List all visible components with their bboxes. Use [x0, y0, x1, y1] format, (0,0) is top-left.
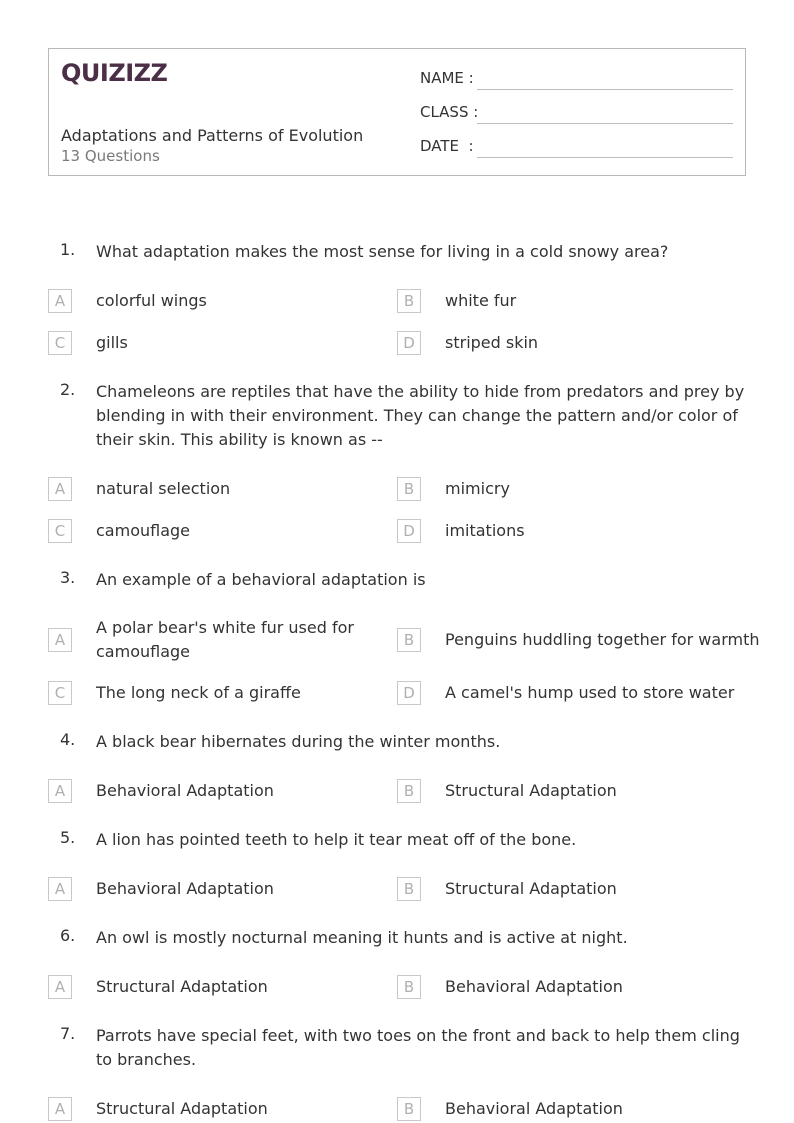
- option-b: [397, 779, 617, 803]
- option-letter: B: [397, 628, 421, 652]
- class-field: [420, 103, 478, 121]
- option-a: [48, 289, 207, 313]
- option-letter: C: [48, 681, 72, 705]
- question-number: 4.: [60, 730, 76, 749]
- option-letter: B: [397, 477, 421, 501]
- question-number: 7.: [60, 1024, 76, 1043]
- option-c: [48, 681, 301, 705]
- option-text: white fur: [445, 291, 517, 310]
- date-label: DATE :: [420, 137, 474, 155]
- date-field: [420, 137, 474, 155]
- option-a: [48, 477, 231, 501]
- option-d: [397, 681, 735, 705]
- worksheet-header: [48, 48, 746, 176]
- option-text: striped skin: [445, 333, 539, 352]
- question-text: What adaptation makes the most sense for living in a cold snowy area?: [96, 242, 669, 261]
- option-letter: B: [397, 289, 421, 313]
- option-b: [397, 1097, 623, 1121]
- option-text: Behavioral Adaptation: [96, 879, 274, 898]
- option-letter: A: [48, 628, 72, 652]
- option-d: [397, 331, 539, 355]
- option-letter: A: [48, 779, 72, 803]
- question-text: Chameleons are reptiles that have the ability to hide from predators and prey by blending in with their environment. They can change the pattern and/or color of their skin. This ability is known as --: [96, 382, 745, 449]
- option-letter: C: [48, 519, 72, 543]
- option-text: colorful wings: [96, 291, 207, 310]
- worksheet-title: Adaptations and Patterns of Evolution: [61, 126, 364, 145]
- option-a: [48, 1097, 268, 1121]
- option-text: Behavioral Adaptation: [96, 781, 274, 800]
- option-a: [48, 779, 274, 803]
- option-b: [397, 628, 760, 652]
- name-label: NAME :: [420, 69, 474, 87]
- name-field: [420, 69, 474, 87]
- option-text: Structural Adaptation: [445, 781, 617, 800]
- question-number: 2.: [60, 380, 76, 399]
- date-line: [477, 157, 733, 158]
- class-line: [477, 123, 733, 124]
- option-a: [48, 975, 268, 999]
- option-letter: B: [397, 975, 421, 999]
- option-letter: A: [48, 877, 72, 901]
- question-number: 3.: [60, 568, 76, 587]
- name-line: [477, 89, 733, 90]
- question-text: An owl is mostly nocturnal meaning it hunts and is active at night.: [96, 928, 628, 947]
- option-letter: A: [48, 975, 72, 999]
- option-text: Structural Adaptation: [96, 1099, 268, 1118]
- option-b: [397, 975, 623, 999]
- option-letter: B: [397, 779, 421, 803]
- option-letter: C: [48, 331, 72, 355]
- option-text: The long neck of a giraffe: [96, 683, 301, 702]
- question-text: An example of a behavioral adaptation is: [96, 570, 426, 589]
- option-text: mimicry: [445, 479, 510, 498]
- option-a: [48, 618, 354, 661]
- option-d: [397, 519, 525, 543]
- option-letter: A: [48, 477, 72, 501]
- option-text: Behavioral Adaptation: [445, 1099, 623, 1118]
- question-count: 13 Questions: [61, 147, 160, 165]
- option-letter: B: [397, 877, 421, 901]
- option-b: [397, 477, 510, 501]
- question-number: 5.: [60, 828, 76, 847]
- option-letter: A: [48, 289, 72, 313]
- option-b: [397, 877, 617, 901]
- option-text: camouflage: [96, 521, 190, 540]
- option-letter: D: [397, 519, 421, 543]
- option-text: A camel's hump used to store water: [445, 683, 735, 702]
- option-text: gills: [96, 333, 128, 352]
- option-b: [397, 289, 517, 313]
- option-text: Behavioral Adaptation: [445, 977, 623, 996]
- option-c: [48, 331, 128, 355]
- option-letter: B: [397, 1097, 421, 1121]
- question-number: 6.: [60, 926, 76, 945]
- question-number: 1.: [60, 240, 76, 259]
- option-text: natural selection: [96, 479, 231, 498]
- question-text: A black bear hibernates during the winter months.: [96, 732, 501, 751]
- option-a: [48, 877, 274, 901]
- option-text: Structural Adaptation: [96, 977, 268, 996]
- option-c: [48, 519, 190, 543]
- question-text: Parrots have special feet, with two toes on the front and back to help them cling to branches.: [96, 1026, 740, 1069]
- quizizz-logo: QUIZIZZ: [61, 59, 168, 87]
- option-text: Penguins huddling together for warmth: [445, 630, 760, 649]
- option-letter: A: [48, 1097, 72, 1121]
- option-text: imitations: [445, 521, 525, 540]
- option-letter: D: [397, 331, 421, 355]
- option-letter: D: [397, 681, 421, 705]
- class-label: CLASS :: [420, 103, 479, 121]
- option-text: Structural Adaptation: [445, 879, 617, 898]
- option-text: A polar bear's white fur used for camouflage: [96, 618, 354, 661]
- question-text: A lion has pointed teeth to help it tear meat off of the bone.: [96, 830, 577, 849]
